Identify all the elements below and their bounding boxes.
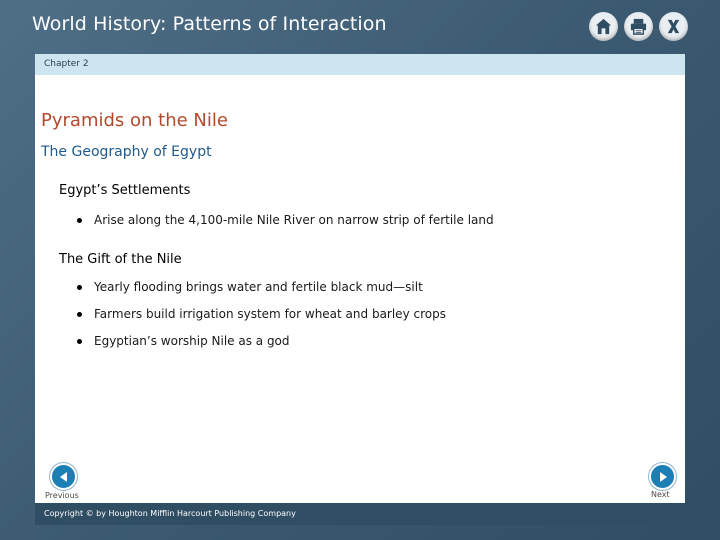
list-item xyxy=(77,213,494,227)
bullet-icon xyxy=(77,285,82,290)
page-title: Pyramids on the Nile xyxy=(41,110,228,131)
print-icon xyxy=(629,17,648,36)
print-button[interactable] xyxy=(624,12,653,41)
bullet-text: Arise along the 4,100-mile Nile River on narrow strip of fertile land xyxy=(94,213,494,227)
next-button[interactable] xyxy=(649,463,676,490)
arrow-left-icon xyxy=(58,471,70,483)
list-item xyxy=(77,307,446,321)
next-label[interactable]: Next xyxy=(651,490,670,499)
previous-button[interactable] xyxy=(50,463,77,490)
app-title: World History: Patterns of Interaction xyxy=(32,13,387,35)
chapter-bar xyxy=(35,54,685,75)
close-icon xyxy=(664,17,683,36)
bullet-text: Yearly flooding brings water and fertile black mud—silt xyxy=(94,280,423,294)
footer-bar xyxy=(35,503,685,525)
header-nav xyxy=(589,12,688,41)
list-item xyxy=(77,280,423,294)
section-heading-settlements: Egypt’s Settlements xyxy=(59,183,191,198)
previous-label[interactable]: Previous xyxy=(45,491,79,500)
chapter-label: Chapter 2 xyxy=(44,59,89,69)
page-subtitle: The Geography of Egypt xyxy=(41,144,212,160)
copyright-text: Copyright © by Houghton Mifflin Harcourt Publishing Company xyxy=(44,509,296,518)
close-button[interactable] xyxy=(659,12,688,41)
bullet-text: Farmers build irrigation system for wheat and barley crops xyxy=(94,307,446,321)
arrow-right-icon xyxy=(657,471,669,483)
bullet-icon xyxy=(77,218,82,223)
slide-content xyxy=(35,75,685,503)
bullet-text: Egyptian’s worship Nile as a god xyxy=(94,334,290,348)
list-item xyxy=(77,334,290,348)
home-button[interactable] xyxy=(589,12,618,41)
bullet-icon xyxy=(77,339,82,344)
bullet-icon xyxy=(77,312,82,317)
section-heading-gift: The Gift of the Nile xyxy=(59,252,182,267)
home-icon xyxy=(594,17,613,36)
